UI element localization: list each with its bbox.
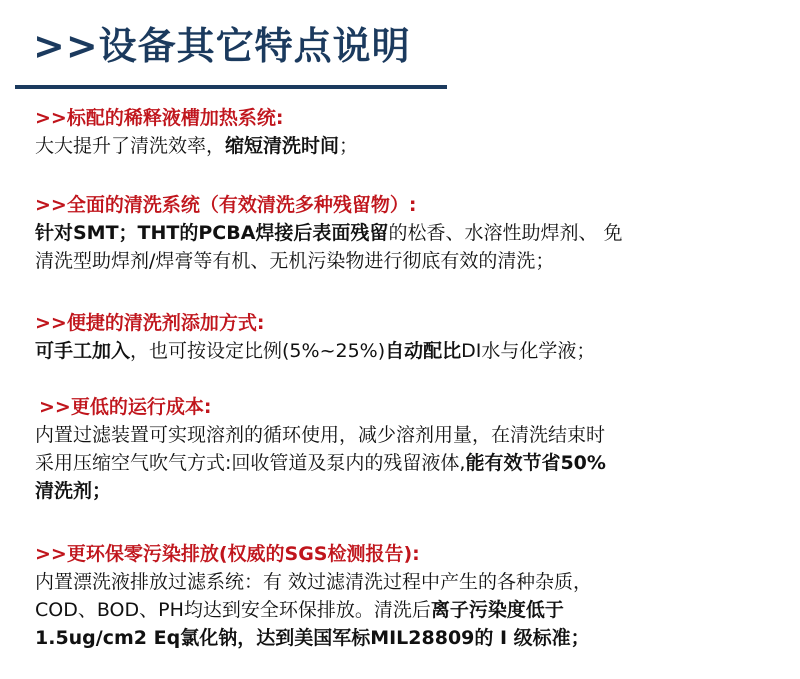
section-text-line xyxy=(35,596,775,624)
section-text-line xyxy=(35,337,775,365)
bold-text: 能有效节省50% xyxy=(465,452,606,474)
section-heading: >>标配的稀释液槽加热系统: xyxy=(35,107,284,129)
section-detergent-dosing xyxy=(35,310,775,365)
section-text-line xyxy=(35,624,775,652)
plain-text: ； xyxy=(339,135,359,157)
bold-text: 自动配比 xyxy=(385,340,462,362)
plain-text: 的松香、水溶性助焊剂、 免 xyxy=(388,222,623,244)
bold-text: 可手工加入 xyxy=(35,340,131,362)
section-eco-discharge xyxy=(35,541,775,652)
title-underline xyxy=(15,85,447,89)
plain-text: ，也可按设定比例(5%~25%) xyxy=(130,340,386,362)
section-heading: >>更低的运行成本: xyxy=(39,396,212,418)
plain-text: 清洗型助焊剂/焊膏等有机、无机污染物进行彻底有效的清洗； xyxy=(35,250,555,272)
section-text-line xyxy=(35,132,775,160)
section-heading: >>便捷的清洗剂添加方式: xyxy=(35,312,265,334)
section-text-line xyxy=(35,568,775,596)
section-heading: >>更环保零污染排放(权威的SGS检测报告): xyxy=(35,543,420,565)
bold-text: 缩短清洗时间 xyxy=(225,135,340,157)
section-comprehensive-cleaning xyxy=(35,192,775,275)
bold-text: 离子污染度低于 xyxy=(430,599,564,621)
plain-text: 内置漂洗液排放过滤系统：有 效过滤清洗过程中产生的各种杂质， xyxy=(35,571,593,593)
section-text-line xyxy=(35,219,775,247)
plain-text: 采用压缩空气吹气方式:回收管道及泵内的残留液体, xyxy=(35,452,466,474)
section-text-line xyxy=(35,477,779,505)
section-lower-running-cost xyxy=(35,394,779,505)
page-title: >>设备其它特点说明 xyxy=(33,24,411,68)
section-text-line xyxy=(35,449,779,477)
section-text-line xyxy=(35,421,779,449)
bold-text: 清洗剂； xyxy=(35,480,112,502)
section-text-line xyxy=(35,247,775,275)
section-diluent-tank-heating xyxy=(35,105,775,160)
plain-text: DI水与化学液； xyxy=(461,340,596,362)
bold-text: 1.5ug/cm2 Eq氯化钠，达到美国军标MIL28809的 Ⅰ 级标准； xyxy=(35,627,590,649)
plain-text: COD、BOD、PH均达到安全环保排放。清洗后 xyxy=(35,599,431,621)
bold-text: 针对SMT；THT的PCBA焊接后表面残留 xyxy=(35,222,389,244)
plain-text: 内置过滤装置可实现溶剂的循环使用，减少溶剂用量，在清洗结束时 xyxy=(35,424,606,446)
section-heading: >>全面的清洗系统（有效清洗多种残留物）: xyxy=(35,194,417,216)
plain-text: 大大提升了清洗效率， xyxy=(35,135,226,157)
